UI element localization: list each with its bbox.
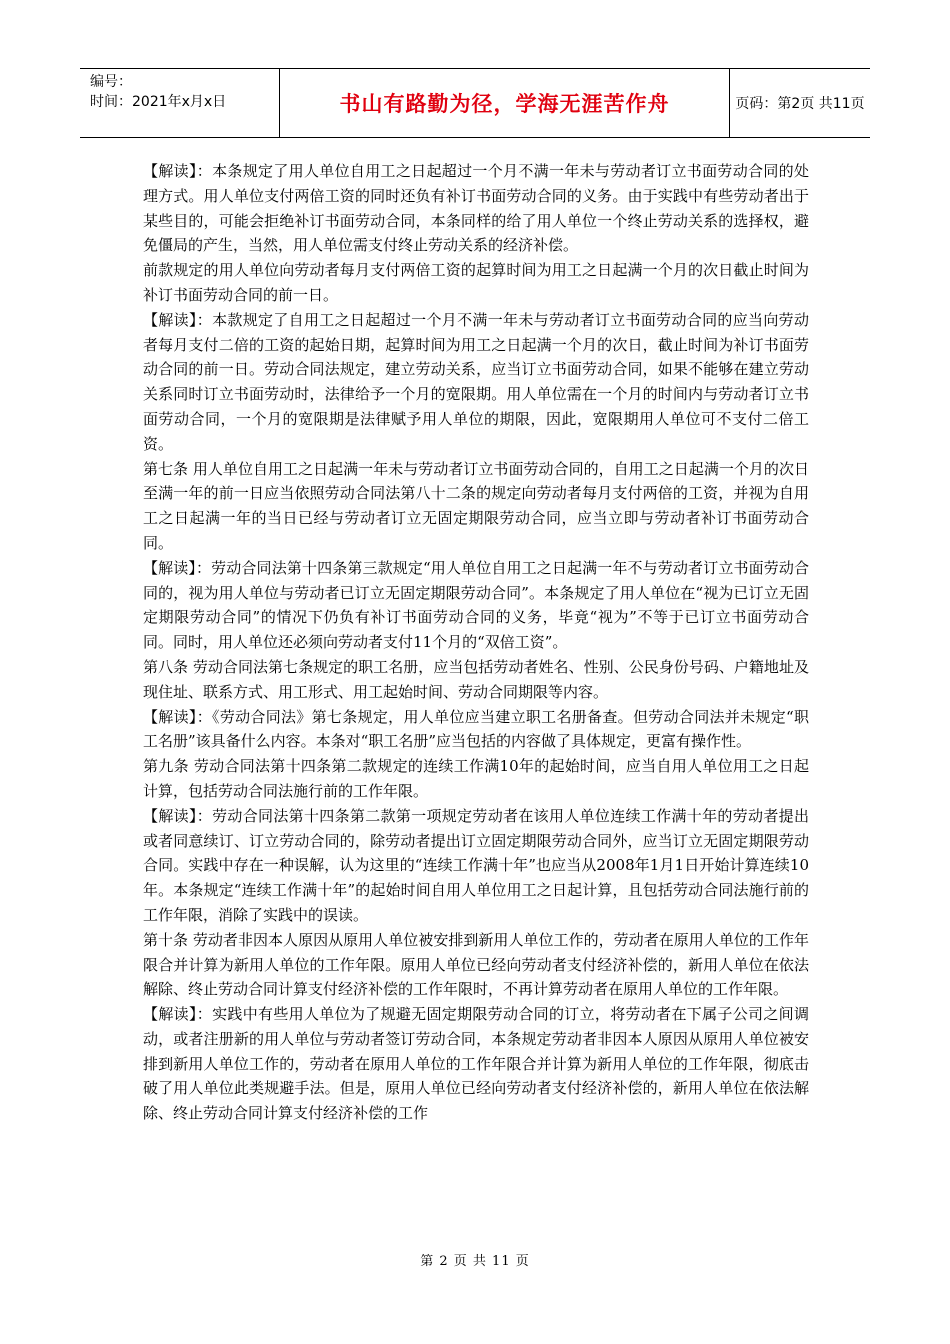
time-label: 时间：2021年x月x日 [90, 94, 227, 110]
paragraph: 第十条 劳动者非因本人原因从原用人单位被安排到新用人单位工作的，劳动者在原用人单位的工作年限合并计算为新用人单位的工作年限。原用人单位已经向劳动者支付经济补偿的，新用人单位在依法解除、终止劳动合同计算支付经济补偿的工作年限时，不再计算劳动者在原用人单位的工作年限。 [143, 930, 809, 999]
footer-page-number: 第 2 页 共 11 页 [420, 1254, 530, 1269]
paragraph: 【解读】：劳动合同法第十四条第三款规定“用人单位自用工之日起满一年不与劳动者订立书面劳动合同的，视为用人单位与劳动者已订立无固定期限劳动合同”。本条规定了用人单位在“视为已订立无固定期限劳动合同”的情况下仍负有补订书面劳动合同的义务，毕竟“视为”不等于已订立书面劳动合同。同时，用人单位还必须向劳动者支付11个月的“双倍工资”。 [143, 558, 809, 652]
paragraph: 第九条 劳动合同法第十四条第二款规定的连续工作满10年的起始时间，应当自用人单位用工之日起计算，包括劳动合同法施行前的工作年限。 [143, 757, 809, 800]
motto: 书山有路勤为径，学海无涯苦作舟 [339, 92, 670, 116]
paragraph: 【解读】：劳动合同法第十四条第二款第一项规定劳动者在该用人单位连续工作满十年的劳动者提出或者同意续订、订立劳动合同的，除劳动者提出订立固定期限劳动合同外，应当订立无固定期限劳动合同。实践中存在一种误解，认为这里的“连续工作满十年”也应当从2008年1月1日开始计算连续10年。本条规定“连续工作满十年”的起始时间自用人单位用工之日起计算，且包括劳动合同法施行前的工作年限，消除了实践中的误读。 [143, 806, 809, 924]
header-motto-cell [280, 69, 730, 137]
page-footer [0, 1250, 950, 1269]
paragraph: 【解读】：《劳动合同法》第七条规定，用人单位应当建立职工名册备查。但劳动合同法并未规定“职工名册”该具备什么内容。本条对“职工名册”应当包括的内容做了具体规定，更富有操作性。 [143, 707, 809, 751]
paragraph: 【解读】：实践中有些用人单位为了规避无固定期限劳动合同的订立，将劳动者在下属子公司之间调动，或者注册新的用人单位与劳动者签订劳动合同，本条规定劳动者非因本人原因从原用人单位被安排到新用人单位工作的，劳动者在原用人单位的工作年限合并计算为新用人单位的工作年限，彻底击破了用人单位此类规避手法。但是，原用人单位已经向劳动者支付经济补偿的，新用人单位在依法解除、终止劳动合同计算支付经济补偿的工作 [143, 1005, 809, 1123]
paragraph: 【解读】：本款规定了自用工之日起超过一个月不满一年未与劳动者订立书面劳动合同的应当向劳动者每月支付二倍的工资的起始日期，起算时间为用工之日起满一个月的次日，截止时间为补订书面劳动合同的前一日。劳动合同法规定，建立劳动关系，应当订立书面劳动合同，如果不能够在建立劳动关系同时订立书面劳动时，法律给予一个月的宽限期。用人单位需在一个月的时间内与劳动者订立书面劳动合同，一个月的宽限期是法律赋予用人单位的期限，因此，宽限期用人单位可不支付二倍工资。 [143, 310, 809, 453]
document-body [143, 159, 809, 1126]
paragraph: 第七条 用人单位自用工之日起满一年未与劳动者订立书面劳动合同的，自用工之日起满一个月的次日至满一年的前一日应当依照劳动合同法第八十二条的规定向劳动者每月支付两倍的工资，并视为自用工之日起满一年的当日已经与劳动者订立无固定期限劳动合同，应当立即与劳动者补订书面劳动合同。 [143, 459, 809, 552]
header-page-cell [730, 69, 870, 137]
page-label: 页码：第2页 共11页 [735, 96, 865, 112]
page-header [80, 68, 870, 138]
paragraph: 第八条 劳动合同法第七条规定的职工名册，应当包括劳动者姓名、性别、公民身份号码、户籍地址及现住址、联系方式、用工形式、用工起始时间、劳动合同期限等内容。 [143, 657, 809, 701]
number-label: 编号： [90, 74, 132, 90]
header-meta [80, 69, 280, 137]
paragraph: 【解读】：本条规定了用人单位自用工之日起超过一个月不满一年未与劳动者订立书面劳动合同的处理方式。用人单位支付两倍工资的同时还负有补订书面劳动合同的义务。由于实践中有些劳动者出于某些目的，可能会拒绝补订书面劳动合同，本条同样的给了用人单位一个终止劳动关系的选择权，避免僵局的产生，当然，用人单位需支付终止劳动关系的经济补偿。 [143, 162, 809, 255]
paragraph: 前款规定的用人单位向劳动者每月支付两倍工资的起算时间为用工之日起满一个月的次日截止时间为补订书面劳动合同的前一日。 [143, 261, 809, 304]
